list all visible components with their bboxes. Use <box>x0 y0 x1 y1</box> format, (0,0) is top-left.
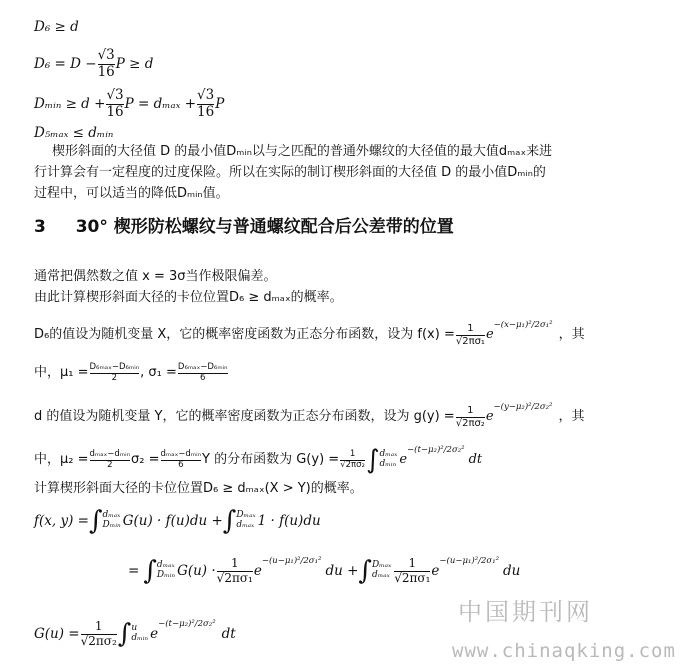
integral-sign: ∫ <box>88 506 103 536</box>
fraction-denominator: √2πσ₁ <box>455 335 485 347</box>
fraction-numerator: 1 <box>408 555 417 570</box>
eq2-fraction-2 <box>394 557 430 586</box>
upper-limit: dₘₐₓ <box>156 560 175 571</box>
lower-limit: dₘᵢₙ <box>131 633 149 643</box>
fraction-numerator: 1 <box>94 618 103 633</box>
fxy-left: f(x, y) = <box>34 513 89 529</box>
exp-base: e <box>399 452 408 467</box>
section-title: 30° 楔形防松螺纹与普通螺纹配合后公差带的位置 <box>75 217 454 237</box>
mu2-fraction <box>90 450 131 471</box>
Gu-left: G(u) = <box>34 626 80 642</box>
body-line-7: 计算楔形斜面大径的卡位位置D₆ ≥ dₘₐₓ(X > Y)的概率。 <box>34 481 363 496</box>
body-line-5 <box>34 400 584 434</box>
section-number: 3 <box>34 217 46 237</box>
condition-3-right: P <box>215 96 225 112</box>
integral-limits <box>131 624 148 644</box>
body-line-6-text: Y 的分布函数为 G(y) = <box>202 452 340 467</box>
condition-4: D₅ₘₐₓ ≤ dₘᵢₙ <box>34 125 114 141</box>
exp-base: e <box>150 626 159 642</box>
watermark-url: www.chinaqking.com <box>452 640 676 662</box>
Gy-exponent: −(t−μ₂)²/2σ₂² <box>407 445 465 455</box>
body-line-2: 由此计算楔形斜面大径的卡位位置D₆ ≥ dₘₐₓ的概率。 <box>34 290 343 305</box>
integral-limits <box>103 511 121 531</box>
equation-Gu <box>34 612 236 656</box>
fxy-integrand-2: 1 · f(u)du <box>257 513 321 529</box>
fraction-denominator: √2πσ₂ <box>80 633 117 648</box>
fraction-numerator: dₘₐₓ−dₘᵢₙ <box>89 448 131 459</box>
fraction-denominator: 16 <box>197 103 215 120</box>
integral-limits <box>236 511 255 531</box>
fraction-numerator: D₆ₘₐₓ−D₆ₘᵢₙ <box>89 361 140 372</box>
gy-exponent: −(y−μ₂)²/2σ₂² <box>493 402 553 412</box>
paragraph-line-1: 楔形斜面的大径值 D 的最小值Dₘᵢₙ以与之匹配的普通外螺纹的大径值的最大值dₘₐₓ来进 <box>52 144 553 159</box>
integral-sign: ∫ <box>143 556 157 586</box>
gy-fraction <box>456 405 485 429</box>
lower-limit: dₘₐₓ <box>371 570 390 580</box>
body-line-5-end: ，其 <box>558 409 585 424</box>
body-line-4 <box>34 358 229 388</box>
eq2-du-2: du <box>503 563 521 579</box>
fraction-numerator: 1 <box>467 405 474 416</box>
condition-2-left: D₆ = D − <box>34 56 97 72</box>
fraction-denominator: 6 <box>161 460 202 471</box>
paragraph-line-2: 行计算会有一定程度的过度保险。所以在实际的制订楔形斜面的大径值 D 的最小值Dₘᵢₙ的 <box>34 165 546 180</box>
lower-limit: Dₘᵢₙ <box>102 520 121 530</box>
body-line-4-mid: , σ₁ = <box>140 365 177 380</box>
fraction-numerator: √3 <box>106 86 124 103</box>
Gu-dt: dt <box>221 626 236 642</box>
body-line-3-end: ，其 <box>558 327 585 342</box>
fraction-numerator: 1 <box>467 323 474 334</box>
fxy-integrand-1: G(u) · f(u)du + <box>122 513 223 529</box>
fraction-denominator: √2πσ₁ <box>216 570 253 585</box>
Gy-fraction <box>340 450 365 471</box>
integral-sign: ∫ <box>365 445 380 475</box>
integral-sign: ∫ <box>117 619 132 649</box>
fraction-numerator: √3 <box>97 46 115 63</box>
sigma1-fraction <box>178 363 228 384</box>
integral-limits <box>372 561 391 581</box>
upper-limit: Dₘₐₓ <box>236 510 256 521</box>
lower-limit: dₘₐₓ <box>236 520 255 530</box>
condition-2 <box>34 44 153 84</box>
fraction-numerator: √3 <box>197 86 215 103</box>
eq2-prefix: = <box>128 563 140 579</box>
integral-limits <box>157 561 175 581</box>
fraction-numerator: 1 <box>349 448 356 459</box>
mu1-fraction <box>90 363 140 384</box>
body-line-6-prefix: 中，μ₂ = <box>34 452 89 467</box>
exp-base: e <box>253 563 262 579</box>
eq2-exponent-1: −(u−μ₁)²/2σ₁² <box>261 556 322 566</box>
condition-3 <box>34 84 224 124</box>
condition-3-left: Dₘᵢₙ ≥ d + <box>34 96 106 112</box>
exp-base: e <box>431 563 440 579</box>
eq2-exponent-2: −(u−μ₁)²/2σ₁² <box>439 556 500 566</box>
watermark-cn: 中国期刊网 <box>458 598 593 626</box>
equation-fxy-expanded <box>128 548 520 594</box>
Gu-exponent: −(t−μ₂)²/2σ₂² <box>158 619 216 629</box>
condition-2-fraction <box>98 48 115 80</box>
fraction-numerator: D₆ₘₐₓ−D₆ₘᵢₙ <box>177 361 228 372</box>
body-line-3-text: D₆的值设为随机变量 X，它的概率密度函数为正态分布函数，设为 f(x) = <box>34 327 455 342</box>
exp-base: e <box>485 327 494 342</box>
eq2-du-1: du + <box>325 563 359 579</box>
section-heading <box>34 216 454 238</box>
body-line-6-end: dt <box>468 452 483 467</box>
upper-limit: dₘₐₓ <box>379 449 398 460</box>
fraction-denominator: 2 <box>90 373 140 384</box>
fraction-denominator: 6 <box>178 373 228 384</box>
integral-sign: ∫ <box>358 556 372 586</box>
body-line-1: 通常把偶然数之值 x = 3σ当作极限偏差。 <box>34 269 277 284</box>
condition-3-fraction-b <box>197 88 214 120</box>
fraction-denominator: 16 <box>106 103 124 120</box>
lower-limit: dₘᵢₙ <box>379 459 397 469</box>
upper-limit: Dₘₐₓ <box>371 560 392 571</box>
Gu-fraction <box>81 620 117 649</box>
fx-fraction <box>456 323 485 347</box>
condition-3-mid: P = dₘₐₓ + <box>124 96 197 112</box>
integral-limits <box>379 450 397 470</box>
body-line-3 <box>34 318 585 352</box>
condition-1: D₆ ≥ d <box>34 19 79 35</box>
upper-limit: u <box>131 623 138 634</box>
upper-limit: dₘₐₓ <box>102 510 121 521</box>
fraction-denominator: 2 <box>90 460 131 471</box>
sigma2-fraction <box>161 450 202 471</box>
condition-3-fraction-a <box>106 88 123 120</box>
fraction-numerator: dₘₐₓ−dₘᵢₙ <box>160 448 202 459</box>
fraction-denominator: 16 <box>97 63 115 80</box>
fraction-denominator: √2πσ₂ <box>340 459 365 470</box>
integral-sign: ∫ <box>222 506 237 536</box>
lower-limit: Dₘᵢₙ <box>156 570 176 580</box>
body-line-6-mid: σ₂ = <box>131 452 160 467</box>
paragraph-line-3: 过程中，可以适当的降低Dₘᵢₙ值。 <box>34 186 229 201</box>
fx-exponent: −(x−μ₁)²/2σ₁² <box>493 320 553 330</box>
eq2-part1: G(u) · <box>177 563 216 579</box>
body-line-6 <box>34 442 482 478</box>
exp-base: e <box>485 409 494 424</box>
eq2-fraction-1 <box>217 557 253 586</box>
body-line-4-prefix: 中，μ₁ = <box>34 365 89 380</box>
fraction-denominator: √2πσ₂ <box>455 417 485 429</box>
fraction-numerator: 1 <box>230 555 239 570</box>
equation-fxy <box>34 500 321 542</box>
fraction-denominator: √2πσ₁ <box>394 570 431 585</box>
condition-2-right: P ≥ d <box>115 56 154 72</box>
body-line-5-text: d 的值设为随机变量 Y，它的概率密度函数为正态分布函数，设为 g(y) = <box>34 409 455 424</box>
